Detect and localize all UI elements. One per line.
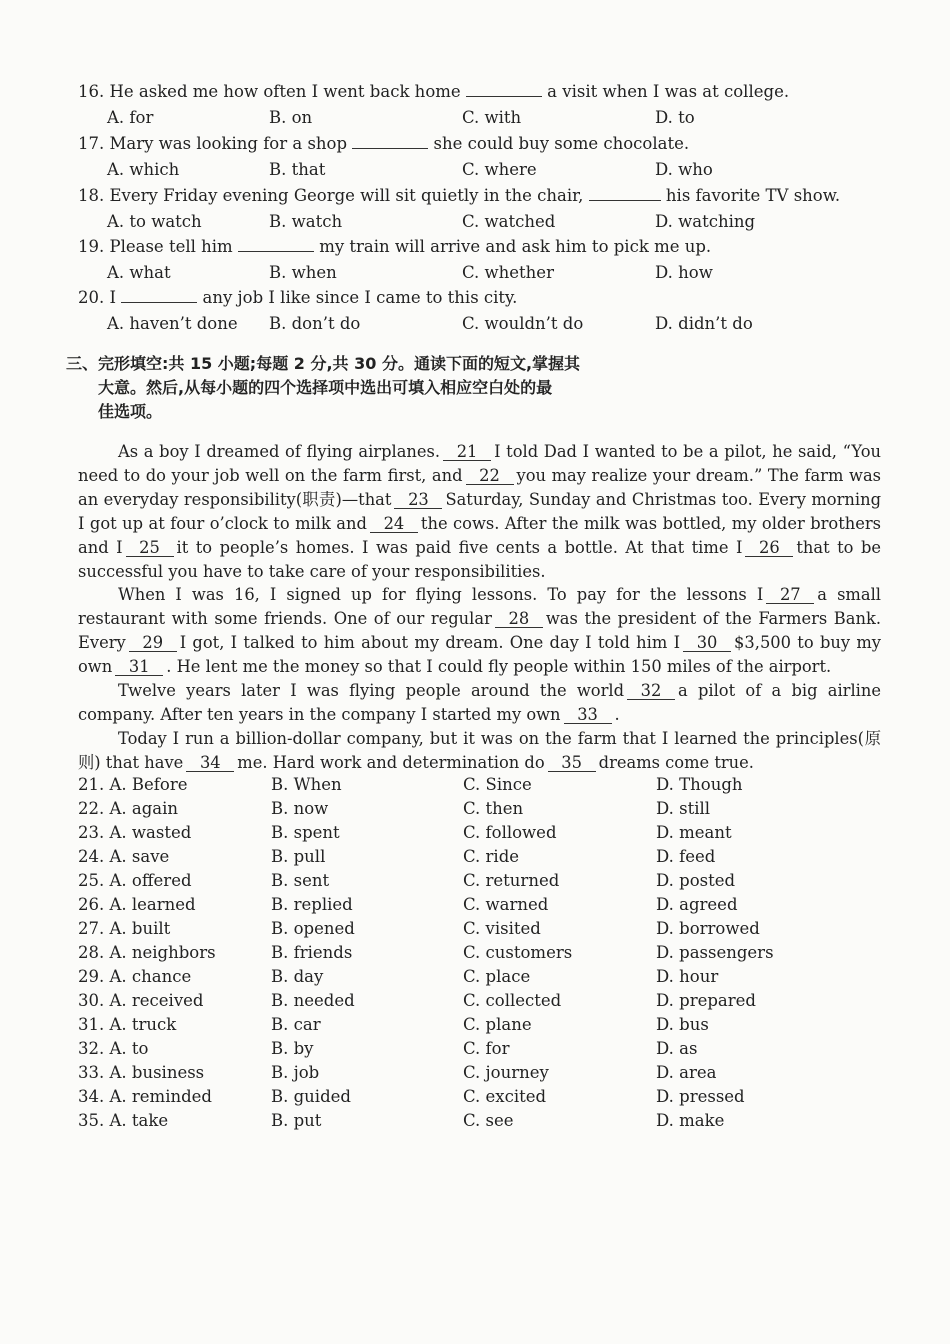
option: 35. A. take (78, 1111, 169, 1130)
question-16 (78, 82, 789, 101)
passage-text: Twelve years later I was flying people around the world (118, 681, 624, 701)
option: C. then (463, 799, 524, 818)
option: A. what (107, 263, 171, 282)
answer-blank (589, 186, 661, 201)
question-17 (78, 134, 689, 153)
option: D. area (656, 1063, 717, 1082)
passage-text: was the president of the Farmers Bank. Every (78, 609, 881, 653)
passage-text: dreams come true. (598, 752, 754, 772)
question-stem: 18. Every Friday evening George will sit quietly in the chair, (78, 186, 584, 205)
passage-text: . (614, 704, 620, 724)
option: B. When (271, 775, 342, 794)
option: B. that (269, 160, 326, 179)
option: B. day (271, 967, 324, 986)
option: A. for (107, 108, 154, 127)
option: C. see (463, 1111, 514, 1130)
answer-blank (466, 82, 542, 97)
option: 26. A. learned (78, 895, 196, 914)
option: C. with (462, 108, 522, 127)
question-18 (78, 186, 840, 205)
heading-line: 大意。然后,从每小题的四个选择项中选出可填入相应空白处的最 (98, 378, 553, 397)
answer-row (78, 895, 878, 919)
option: D. meant (656, 823, 732, 842)
passage-text: you may realize your dream.” The farm was an everyday responsibility(职责)—that (78, 465, 882, 509)
option: B. pull (271, 847, 326, 866)
cloze-blank: 24 (370, 516, 418, 533)
cloze-blank: 35 (548, 755, 596, 772)
option: D. passengers (656, 943, 774, 962)
option: D. agreed (656, 895, 738, 914)
option: B. watch (269, 212, 343, 231)
answer-row (78, 1015, 878, 1039)
answer-row (78, 775, 878, 799)
option: 25. A. offered (78, 871, 192, 890)
option: C. followed (463, 823, 557, 842)
option: C. plane (463, 1015, 532, 1034)
answer-row (78, 1039, 878, 1063)
option: 32. A. to (78, 1039, 149, 1058)
option: 21. A. Before (78, 775, 188, 794)
option: D. make (656, 1111, 725, 1130)
option: D. still (656, 799, 711, 818)
passage-text: $3,500 to buy my own (78, 633, 881, 677)
answer-row (78, 919, 878, 943)
option: C. excited (463, 1087, 547, 1106)
question-stem: 17. Mary was looking for a shop (78, 134, 348, 153)
option: 28. A. neighbors (78, 943, 216, 962)
cloze-blank: 33 (564, 707, 612, 724)
cloze-blank: 34 (186, 755, 234, 772)
option: B. now (271, 799, 329, 818)
passage-paragraph (78, 440, 881, 583)
passage-text: I got, I talked to him about my dream. One day I told him I (179, 633, 681, 653)
option: B. don’t do (269, 314, 361, 333)
cloze-blank: 25 (126, 540, 174, 557)
option: C. warned (463, 895, 549, 914)
option: B. job (271, 1063, 320, 1082)
option: 22. A. again (78, 799, 179, 818)
cloze-blank: 22 (466, 468, 514, 485)
option: C. wouldn’t do (462, 314, 584, 333)
option: C. customers (463, 943, 573, 962)
answer-row (78, 823, 878, 847)
option: D. feed (656, 847, 716, 866)
option: D. borrowed (656, 919, 760, 938)
option: B. on (269, 108, 313, 127)
cloze-blank: 23 (394, 492, 442, 509)
question-19 (78, 237, 711, 256)
option: C. Since (463, 775, 532, 794)
answer-row (78, 799, 878, 823)
answer-row (78, 847, 878, 871)
passage-text: As a boy I dreamed of flying airplanes. (118, 442, 441, 461)
answer-row (78, 1111, 878, 1135)
answer-blank (238, 237, 314, 252)
option: B. needed (271, 991, 355, 1010)
question-stem: a visit when I was at college. (547, 82, 790, 101)
cloze-blank: 26 (745, 540, 793, 557)
question-stem: his favorite TV show. (665, 186, 841, 205)
option: D. who (655, 160, 713, 179)
question-stem: any job I like since I came to this city. (202, 288, 518, 307)
answer-row (78, 871, 878, 895)
option: B. sent (271, 871, 330, 890)
option: 24. A. save (78, 847, 170, 866)
option: A. haven’t done (107, 314, 238, 333)
option: C. whether (462, 263, 554, 282)
option: B. guided (271, 1087, 351, 1106)
option: C. watched (462, 212, 556, 231)
option: C. place (463, 967, 531, 986)
passage-text: . He lent me the money so that I could fly people within 150 miles of the airport. (166, 657, 832, 677)
option: D. watching (655, 212, 756, 231)
answer-row (78, 991, 878, 1015)
option: C. collected (463, 991, 562, 1010)
option: 23. A. wasted (78, 823, 192, 842)
option: B. when (269, 263, 337, 282)
option: C. returned (463, 871, 560, 890)
option: D. posted (656, 871, 736, 890)
question-stem: my train will arrive and ask him to pick me up. (319, 237, 712, 256)
passage-text: Today I run a billion-dollar company, but it was on the farm that I learned the principles(原则) that have (78, 728, 881, 772)
heading-line: 三、完形填空:共 15 小题;每题 2 分,共 30 分。通读下面的短文,掌握其 (66, 354, 581, 373)
passage-text: a pilot of a big airline company. After ten years in the company I started my own (78, 681, 881, 724)
option: D. hour (656, 967, 719, 986)
option: A. to watch (107, 212, 202, 231)
option: D. didn’t do (655, 314, 753, 333)
passage-text: that to be successful you have to take care of your responsibilities. (78, 537, 881, 581)
question-stem: she could buy some chocolate. (433, 134, 690, 153)
cloze-blank: 30 (683, 635, 731, 652)
question-stem: 19. Please tell him (78, 237, 233, 256)
option: D. Though (656, 775, 743, 794)
option: C. ride (463, 847, 520, 866)
option: 30. A. received (78, 991, 204, 1010)
answer-blank (121, 288, 197, 303)
heading-line: 佳选项。 (98, 402, 163, 421)
passage-text: me. Hard work and determination do (237, 752, 545, 772)
option: B. friends (271, 943, 353, 962)
passage-text: it to people’s homes. I was paid five cents a bottle. At that time I (176, 537, 743, 557)
passage-text: a small restaurant with some friends. One of our regular (78, 585, 881, 629)
option: D. as (656, 1039, 698, 1058)
option: D. how (655, 263, 713, 282)
option: D. prepared (656, 991, 756, 1010)
option: B. spent (271, 823, 340, 842)
question-stem: 16. He asked me how often I went back home (78, 82, 461, 101)
option: C. for (463, 1039, 510, 1058)
cloze-blank: 29 (129, 635, 177, 652)
cloze-blank: 21 (443, 444, 491, 461)
option: C. journey (463, 1063, 549, 1082)
cloze-passage (78, 440, 881, 775)
answer-row (78, 943, 878, 967)
section-heading (66, 352, 676, 424)
cloze-blank: 31 (115, 659, 163, 676)
option: C. where (462, 160, 537, 179)
option: D. to (655, 108, 695, 127)
question-stem: 20. I (78, 288, 117, 307)
passage-text: Saturday, Sunday and Christmas too. Every morning I got up at four o’clock to milk and (78, 489, 881, 533)
option: B. opened (271, 919, 355, 938)
passage-text: the cows. After the milk was bottled, my older brothers and I (78, 513, 882, 557)
question-20 (78, 288, 517, 307)
answer-row (78, 1087, 878, 1111)
passage-paragraph (78, 583, 881, 679)
cloze-blank: 28 (495, 611, 543, 628)
answer-row (78, 1063, 878, 1087)
option: A. which (107, 160, 180, 179)
option: D. pressed (656, 1087, 745, 1106)
option: B. car (271, 1015, 321, 1034)
option: B. replied (271, 895, 353, 914)
cloze-blank: 32 (627, 683, 675, 700)
passage-paragraph (78, 727, 881, 775)
passage-text: When I was 16, I signed up for flying lessons. To pay for the lessons I (118, 585, 764, 605)
option: B. put (271, 1111, 322, 1130)
option: 33. A. business (78, 1063, 205, 1082)
option: D. bus (656, 1015, 709, 1034)
option: 29. A. chance (78, 967, 192, 986)
option: 31. A. truck (78, 1015, 177, 1034)
cloze-blank: 27 (766, 587, 814, 604)
answer-row (78, 967, 878, 991)
option: 34. A. reminded (78, 1087, 212, 1106)
answer-blank (352, 134, 428, 149)
passage-text: I told Dad I wanted to be a pilot, he said, “You need to do your job well on the farm first, and (78, 442, 881, 485)
option: 27. A. built (78, 919, 171, 938)
option: B. by (271, 1039, 314, 1058)
passage-paragraph (78, 679, 881, 727)
option: C. visited (463, 919, 541, 938)
